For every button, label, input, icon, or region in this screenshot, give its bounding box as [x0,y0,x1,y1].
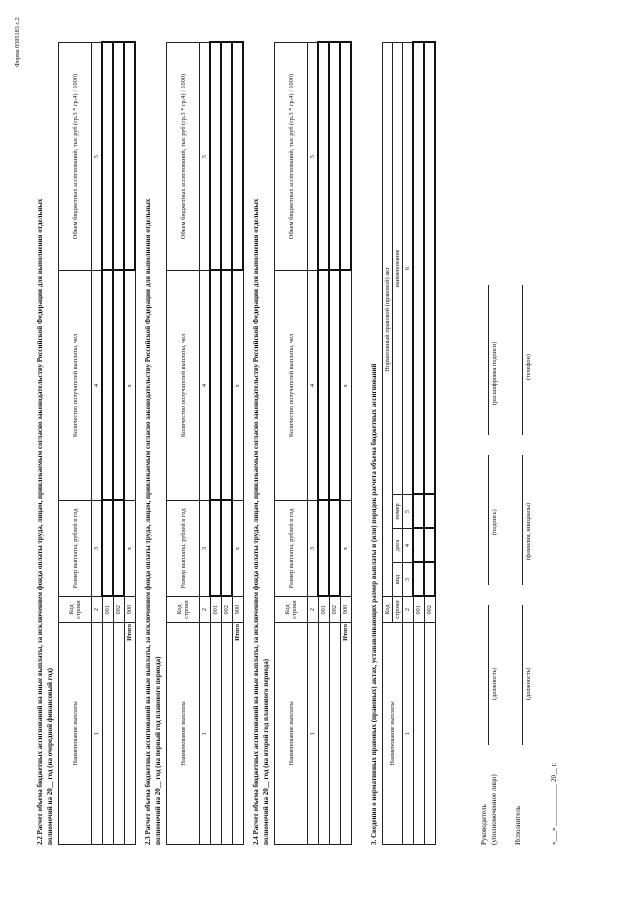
signature-caption: (подпись) [491,509,498,535]
table-2-2 [58,42,136,846]
col-header-act: Нормативный правовой (правовой) акт [383,42,393,596]
cell-x: x [340,271,351,501]
col-header-recipients: Количество получателей выплаты, чел [167,271,200,501]
cell-x: x [124,501,135,597]
table-row-total [340,43,351,845]
position-line[interactable] [488,605,489,745]
cell-number[interactable] [413,495,424,529]
section-2-3-title-line2: полномочий на 20__ год (на первый год планового периода) [154,656,162,845]
cell-kind[interactable] [424,563,435,597]
cell-code: 900 [340,597,351,623]
col-number: 4 [308,271,319,501]
date-line[interactable]: «___» ____________ 20__ г. [550,762,558,845]
cell-code: 001 [210,597,221,623]
cell-code: 002 [221,597,232,623]
head-label: Руководитель [480,804,488,845]
cell-amount[interactable] [318,501,329,597]
table-row [113,43,124,845]
table-2-3 [166,42,244,846]
section-2-3-title-line1: 2.3 Расчет объема бюджетных ассигнований на иные выплаты, за исключением фонда оплаты труда, лицам, привлекаемым согласно законодательству Российской Федерации для выполнения отдельных [144,198,152,845]
cell-volume[interactable] [210,43,221,271]
col-number: 1 [308,623,319,845]
cell-title[interactable] [424,42,435,494]
cell-recipients[interactable] [318,271,329,501]
col-header-recipients: Количество получателей выплаты, чел [275,271,308,501]
cell-amount[interactable] [102,501,113,597]
cell-amount[interactable] [210,501,221,597]
cell-code: 001 [102,597,113,623]
total-label: Итого [124,623,135,845]
table-row [102,43,113,845]
col-number: 5 [308,43,319,271]
col-number: 5 [92,43,103,271]
section-2-4-title-line2: полномочий на 20__ год (на второй год планового периода) [262,658,270,845]
cell-recipients[interactable] [210,271,221,501]
table-2-4 [274,42,352,846]
col-number: 6 [403,42,414,494]
cell-code: 900 [124,597,135,623]
phone-caption: (телефон) [525,354,532,380]
executor-position-caption: (должность) [525,667,532,700]
col-header-date: дата [393,529,403,563]
col-number: 4 [92,271,103,501]
cell-name [318,623,329,845]
section-2-4-title-line1: 2.4 Расчет объема бюджетных ассигнований на иные выплаты, за исключением фонда оплаты труда, лицам, привлекаемым согласно законодательству Российской Федерации для выполнения отдельных [252,198,260,845]
cell-amount[interactable] [329,501,340,597]
cell-kind[interactable] [413,563,424,597]
col-header-volume: Объем бюджетных ассигнований, тыс руб (гр.3 * гр.4) / 1000) [59,43,92,271]
col-number: 1 [200,623,211,845]
col-number: 4 [200,271,211,501]
table-row [318,43,329,845]
cell-name [102,623,113,845]
col-number: 3 [403,563,414,597]
cell-title[interactable] [413,42,424,494]
cell-volume[interactable] [329,43,340,271]
position-caption: (должность) [491,667,498,700]
col-header-name: Наименование выплаты [167,623,200,845]
col-header-code: Код строки [167,597,200,623]
cell-code: 002 [329,597,340,623]
cell-recipients[interactable] [221,271,232,501]
cell-x: x [232,501,243,597]
cell-code: 001 [413,597,424,623]
col-header-amount: Размер выплаты, рублей в год [59,501,92,597]
cell-name [113,623,124,845]
executor-position-line[interactable] [522,605,523,745]
col-header-name: Наименование выплаты [383,623,403,845]
cell-code: 002 [424,597,435,623]
cell-number[interactable] [424,495,435,529]
table-row [424,42,435,844]
col-header-volume: Объем бюджетных ассигнований, тыс руб (гр.3 * гр.4) / 1000) [167,43,200,271]
col-number: 3 [92,501,103,597]
col-number: 2 [308,597,319,623]
col-header-code: Код строки [59,597,92,623]
cell-code: 002 [113,597,124,623]
executor-name-caption: (фамилия, инициалы) [525,502,532,560]
cell-date[interactable] [424,529,435,563]
col-header-amount: Размер выплаты, рублей в год [275,501,308,597]
head-sublabel: (уполномоченное лицо) [490,774,498,845]
col-number: 4 [403,529,414,563]
cell-name [329,623,340,845]
cell-volume[interactable] [340,43,351,271]
cell-amount[interactable] [113,501,124,597]
col-number: 2 [200,597,211,623]
col-number: 1 [403,623,414,845]
cell-volume[interactable] [221,43,232,271]
col-number: 5 [200,43,211,271]
table-row [210,43,221,845]
executor-name-line[interactable] [522,455,523,585]
cell-recipients[interactable] [329,271,340,501]
cell-name [413,623,424,845]
decoding-line[interactable] [488,285,489,435]
col-header-title: наименование [393,42,403,494]
cell-x: x [232,271,243,501]
cell-x: x [124,271,135,501]
section-2-2-title-line2: полномочий на 20__ год (на очередной финансовый год) [46,668,54,845]
cell-volume[interactable] [113,43,124,271]
table-row-total [124,43,135,845]
cell-volume[interactable] [124,43,135,271]
col-number: 1 [92,623,103,845]
cell-x: x [340,501,351,597]
col-header-code: строки [393,597,403,623]
table-row-total [232,43,243,845]
cell-code: 001 [318,597,329,623]
cell-volume[interactable] [318,43,329,271]
cell-recipients[interactable] [113,271,124,501]
col-header-name: Наименование выплаты [59,623,92,845]
col-number: 3 [308,501,319,597]
cell-name [221,623,232,845]
cell-recipients[interactable] [102,271,113,501]
cell-volume[interactable] [232,43,243,271]
col-number: 5 [403,495,414,529]
col-header-recipients: Количество получателей выплаты, чел [59,271,92,501]
decoding-caption: (расшифровка подписи) [491,341,498,405]
col-header-number: номер [393,495,403,529]
section-3-title: 3. Сведения о нормативных правовых (правовых) актах, устанавливающих размер выплаты и (или) порядок расчета объема бюджетных ассигнований [370,363,378,845]
col-number: 2 [403,597,414,623]
section-2-2-title-line1: 2.2 Расчет объема бюджетных ассигнований на иные выплаты, за исключением фонда оплаты труда, лицам, привлекаемым согласно законодательству Российской Федерации для выполнения отдельных [36,198,44,845]
form-number: Форма 0505183 с.2 [14,17,21,67]
col-header-name: Наименование выплаты [275,623,308,845]
cell-volume[interactable] [102,43,113,271]
col-header-volume: Объем бюджетных ассигнований, тыс руб (гр.3 * гр.4) / 1000) [275,43,308,271]
table-3 [382,41,436,845]
cell-amount[interactable] [221,501,232,597]
executor-label: Исполнитель [514,805,522,845]
col-header-amount: Размер выплаты, рублей в год [167,501,200,597]
phone-line[interactable] [522,285,523,435]
table-row [329,43,340,845]
table-row [413,42,424,844]
cell-code: 900 [232,597,243,623]
col-header-code: Код [383,597,393,623]
col-number: 3 [200,501,211,597]
col-header-kind: вид [393,563,403,597]
cell-name [424,623,435,845]
col-number: 2 [92,597,103,623]
signature-line[interactable] [488,455,489,585]
col-header-code: Код строки [275,597,308,623]
cell-name [210,623,221,845]
total-label: Итого [340,623,351,845]
total-label: Итого [232,623,243,845]
table-row [221,43,232,845]
cell-date[interactable] [413,529,424,563]
